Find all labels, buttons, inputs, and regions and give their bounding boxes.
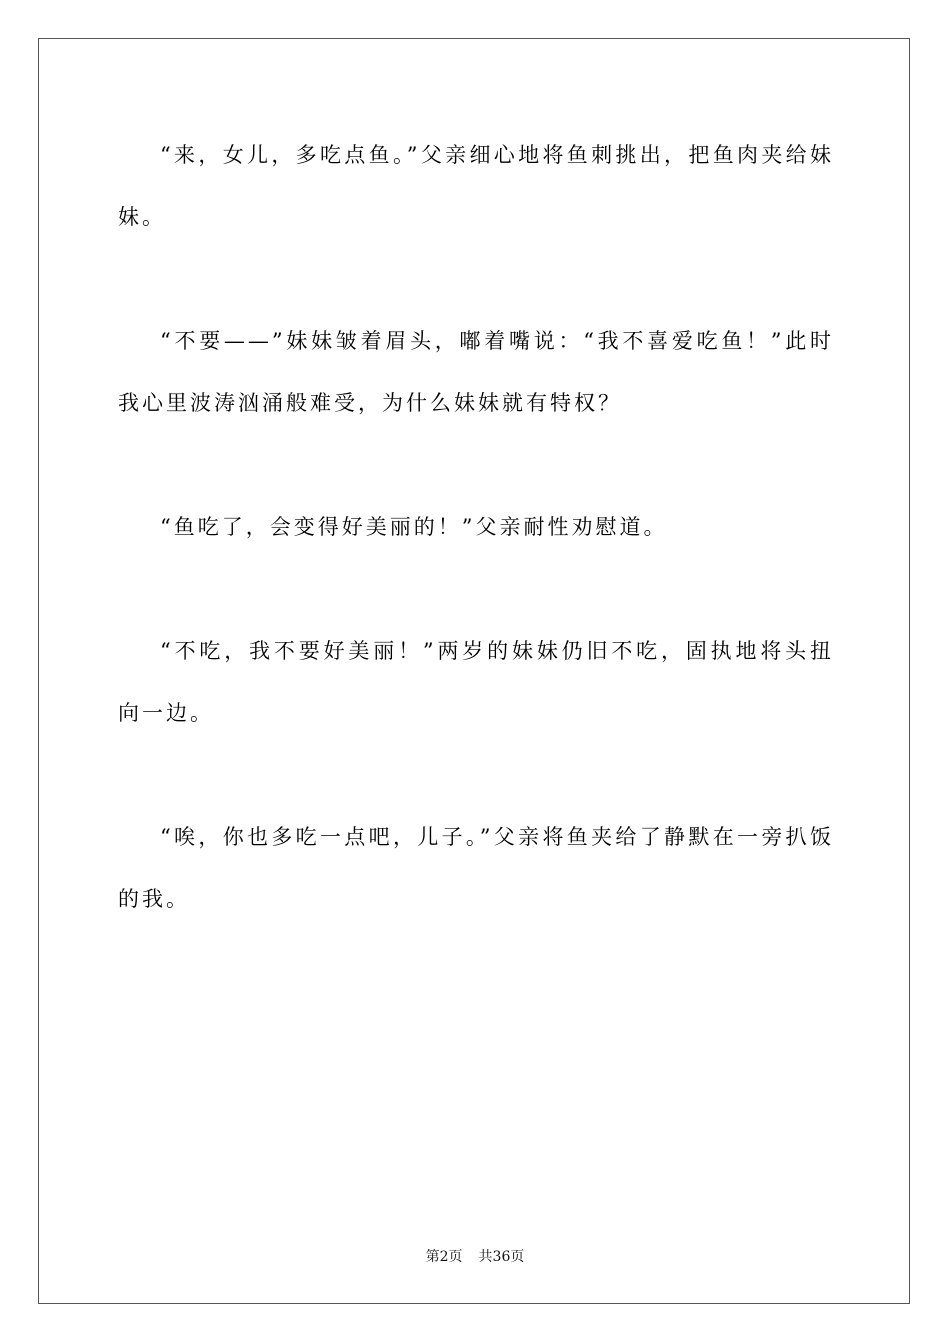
document-body bbox=[118, 124, 834, 992]
paragraph-1: “来，女儿，多吃点鱼。”父亲细心地将鱼刺挑出，把鱼肉夹给妹妹。 bbox=[118, 143, 834, 229]
total-pages: 共36页 bbox=[478, 1249, 525, 1265]
paragraph-4: “不吃，我不要好美丽！”两岁的妹妹仍旧不吃，固执地将头扭向一边。 bbox=[118, 639, 834, 725]
page-footer bbox=[0, 1246, 950, 1266]
page-number: 第2页 bbox=[425, 1249, 463, 1265]
paragraph-3: “鱼吃了，会变得好美丽的！”父亲耐性劝慰道。 bbox=[160, 515, 668, 539]
paragraph-2: “不要——”妹妹皱着眉头，嘟着嘴说：“我不喜爱吃鱼！”此时我心里波涛汹涌般难受，为什么妹妹就有特权？ bbox=[118, 329, 834, 415]
paragraph-5: “唉，你也多吃一点吧，儿子。”父亲将鱼夹给了静默在一旁扒饭的我。 bbox=[118, 825, 834, 911]
